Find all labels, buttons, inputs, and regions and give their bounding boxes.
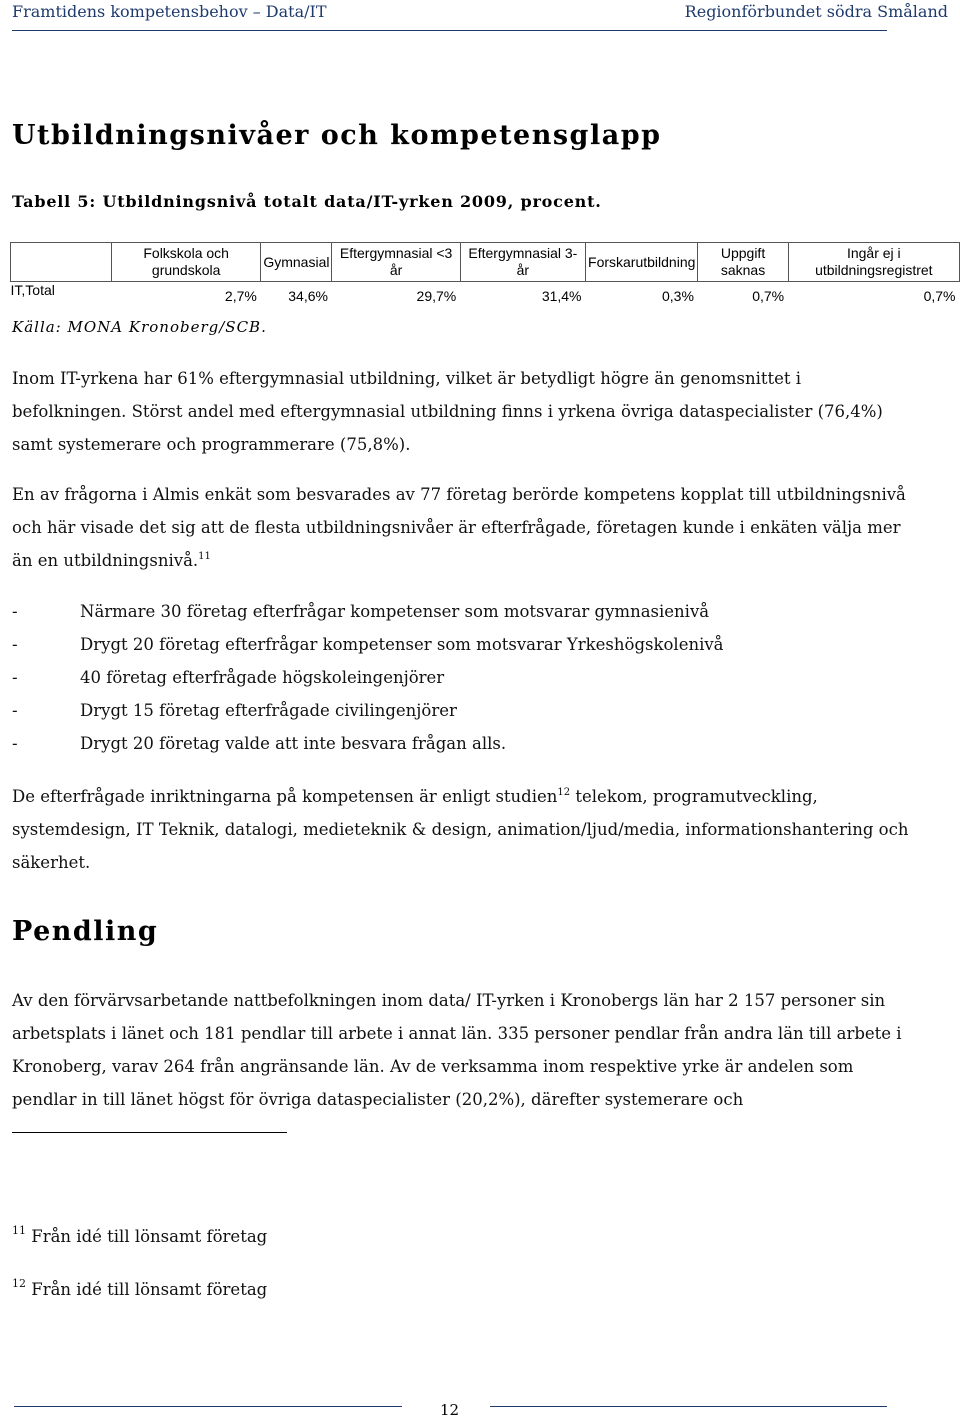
header-organization: Regionförbundet södra Småland: [684, 2, 948, 21]
list-item-text: Drygt 15 företag efterfrågade civilingenjörer: [80, 701, 457, 720]
paragraph-almi-survey: [12, 478, 912, 577]
column-header: Eftergymnasial 3- år: [460, 243, 585, 282]
list-bullet: -: [12, 734, 18, 753]
section-heading-pendling: Pendling: [12, 916, 159, 947]
list-item: [12, 701, 457, 720]
table-cell: 31,4%: [541, 288, 582, 304]
header-divider: [12, 30, 887, 31]
footnote-text: Från idé till lönsamt företag: [26, 1227, 268, 1246]
table-row: [11, 282, 960, 305]
table-cell: 34,6%: [288, 288, 328, 304]
header-document-title: Framtidens kompetensbehov – Data/IT: [12, 2, 327, 21]
footnote-number: 12: [12, 1277, 26, 1290]
footnote-divider: [12, 1132, 287, 1133]
column-header: Forskarutbildning: [586, 243, 698, 282]
paragraph-competence-directions: [12, 780, 912, 879]
footnote-text: Från idé till lönsamt företag: [26, 1280, 268, 1299]
column-header: Folkskola och grundskola: [112, 243, 261, 282]
education-level-table: [10, 242, 960, 304]
paragraph-text: En av frågorna i Almis enkät som besvarades av 77 företag berörde kompetens kopplat till utbildningsnivå och här visade det sig att de flesta utbildningsnivåer är efterfrågade, företagen kunde i enkäten välja mer än en utbildningsnivå.: [12, 485, 906, 570]
list-item-text: 40 företag efterfrågade högskoleingenjörer: [80, 668, 445, 687]
footnote-ref: 11: [198, 551, 211, 562]
column-header: Uppgift saknas: [698, 243, 788, 282]
list-bullet: -: [12, 602, 18, 621]
paragraph-text-end: telekom, programutveckling, systemdesign, IT Teknik, datalogi, medieteknik & design, animation/ljud/media, informationshantering och säkerhet.: [12, 787, 909, 872]
column-header: Eftergymnasial <3 år: [332, 243, 460, 282]
list-bullet: -: [12, 635, 18, 654]
list-item-text: Drygt 20 företag valde att inte besvara frågan alls.: [80, 734, 507, 753]
list-bullet: -: [12, 668, 18, 687]
paragraph-it-education: Inom IT-yrkena har 61% eftergymnasial utbildning, vilket är betydligt högre än genomsnittet i befolkningen. Störst andel med eftergymnasial utbildning finns i yrkena övriga dataspecialister (76,4%) samt systemerare och programmerare (75,8%).: [12, 369, 883, 454]
table-source: Källa: MONA Kronoberg/SCB.: [12, 318, 267, 336]
footer-rule-left: [14, 1406, 402, 1407]
list-item: [12, 734, 506, 753]
page-header: [12, 0, 948, 28]
footnote: [12, 1224, 268, 1246]
row-label: IT,Total: [10, 282, 55, 298]
list-item: [12, 668, 444, 687]
table-corner-cell: [11, 243, 112, 282]
table-header-row: [11, 243, 960, 282]
table-cell: 0,7%: [923, 288, 956, 304]
table-cell: 29,7%: [416, 288, 457, 304]
footnote-ref: 12: [557, 787, 571, 798]
paragraph-commuting: Av den förvärvsarbetande nattbefolkningen inom data/ IT-yrken i Kronobergs län har 2 157 personer sin arbetsplats i länet och 181 pendlar till arbete i annat län. 335 personer pendlar från andra län till arbete i Kronoberg, varav 264 från angränsande län. Av de verksamma inom respektive yrke är andelen som pendlar in till länet högst för övriga dataspecialister (20,2%), därefter systemerare och: [12, 991, 902, 1109]
table-caption: Tabell 5: Utbildningsnivå totalt data/IT-yrken 2009, procent.: [12, 192, 602, 211]
footnote-number: 11: [12, 1224, 26, 1237]
list-item: [12, 635, 724, 654]
section-heading-utbildningsnivaer: Utbildningsnivåer och kompetensglapp: [12, 120, 662, 151]
list-item: [12, 602, 709, 621]
list-item-text: Närmare 30 företag efterfrågar kompetenser som motsvarar gymnasienivå: [80, 602, 710, 621]
paragraph-text-start: De efterfrågade inriktningarna på kompetensen är enligt studien: [12, 787, 558, 806]
list-bullet: -: [12, 701, 18, 720]
table-cell: 0,7%: [752, 288, 785, 304]
footnote: [12, 1277, 268, 1299]
table-cell: 2,7%: [224, 288, 257, 304]
list-item-text: Drygt 20 företag efterfrågar kompetenser som motsvarar Yrkeshögskolenivå: [80, 635, 724, 654]
footer-rule-right: [490, 1406, 887, 1407]
page-number: 12: [440, 1401, 460, 1419]
column-header: Gymnasial: [261, 243, 332, 282]
table-cell: 0,3%: [661, 288, 694, 304]
column-header: Ingår ej i utbildningsregistret: [788, 243, 959, 282]
